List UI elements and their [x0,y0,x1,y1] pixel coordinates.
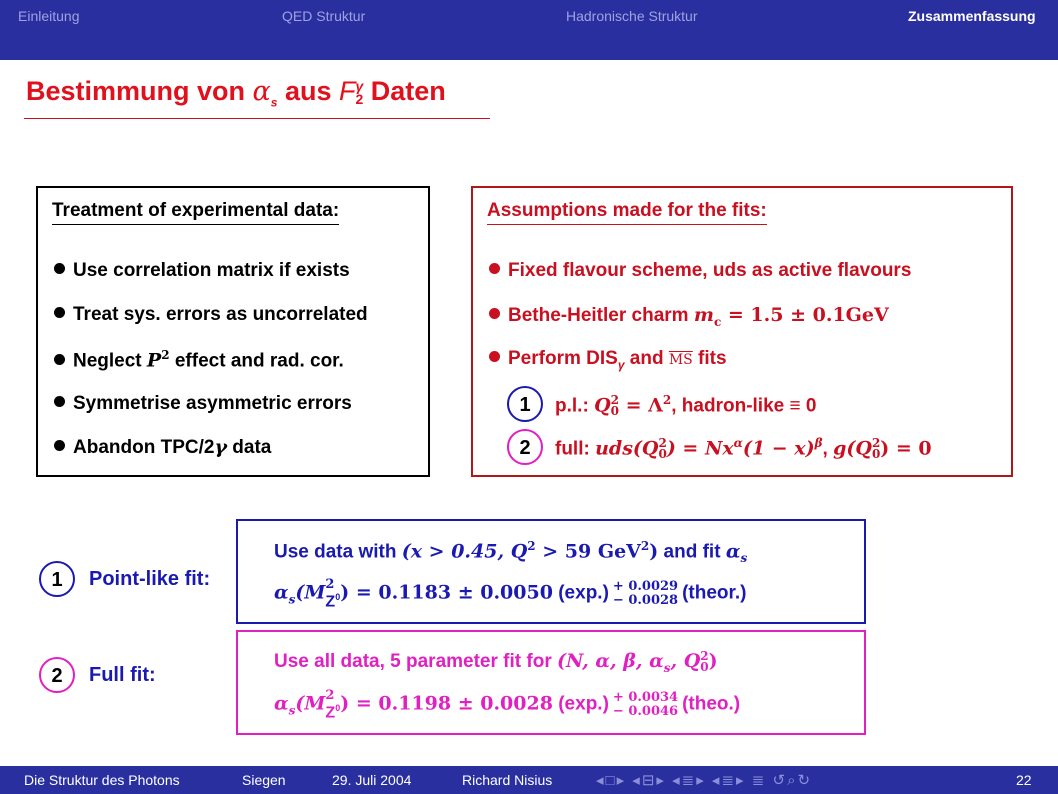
title-underline [24,118,490,119]
point-like-alpha-s-result: $\alpha_s(M$ 2 $Z^0$ ) = 0.1183 ± 0.0050 (exp.) + 0.0029 − 0.0028 (theor.) [274,577,747,611]
point-like-fit-label: Point-like fit: [89,568,211,590]
full-fit-parameters: Use all data, 5 parameter fit for (N, α, β, $\alpha_s$, Q 2 0 ) [274,648,718,675]
list-item: Perform $DIS_\gamma$ and $\overline{MS}$ fits [489,348,727,372]
list-item: Treat sys. errors as uncorrelated [54,304,368,326]
footer-bar [0,766,1058,794]
assumptions-heading: Assumptions made for the fits: [487,200,767,225]
bullet-icon [489,351,500,362]
fit-number-1: 1 [39,561,75,597]
treatment-heading: Treatment of experimental data: [52,200,339,225]
bullet-icon [54,263,65,274]
assumptions-box [471,186,1013,477]
bullet-icon [54,440,65,451]
bullet-icon [489,263,500,274]
footer-place: Siegen [242,772,286,788]
point-like-data-selection: Use data with (x > 0.45, $Q^2 > 59$ GeV$^2$) and fit $\alpha_s$ [274,539,748,566]
list-item: Use correlation matrix if exists [54,260,350,282]
nav-hadronische-struktur[interactable]: Hadronische Struktur [566,8,698,24]
bullet-icon [54,354,65,365]
bullet-icon [489,308,500,319]
page-number: 22 [1016,772,1032,788]
nav-einleitung[interactable]: Einleitung [18,8,80,24]
nav-zusammenfassung[interactable]: Zusammenfassung [908,8,1036,24]
full-fit-label: Full fit: [89,664,156,686]
treatment-box [36,186,430,477]
full-fit-alpha-s-result: $\alpha_s(M$ 2 $Z^0$ ) = 0.1198 ± 0.0028 (exp.) + 0.0034 − 0.0046 (theo.) [274,688,741,722]
beamer-nav-icons[interactable] [596,771,812,789]
footer-date: 29. Juli 2004 [332,772,412,788]
list-item: Abandon TPC/2γ data [54,436,271,459]
full-assumption: full: uds(Q 2 0 ) = $Nx^\alpha(1 - x)^\beta$, g(Q 2 0 ) = 0 [555,436,932,462]
fit-number-2: 2 [39,657,75,693]
slide-title: Bestimmung von $\alpha_s$ aus F γ 2 Daten [26,76,446,110]
nav-toc-icon[interactable]: ≣ [751,772,767,789]
list-item: Fixed flavour scheme, uds as active flavours [489,260,911,282]
bullet-icon [54,307,65,318]
nav-redo-icon[interactable]: ↻ [797,772,813,789]
point-like-result-box [236,519,866,624]
nav-subsection-icons[interactable]: ◂⊟▸ [632,772,666,789]
list-item: Bethe-Heitler charm $m_c = 1.5 \pm 0.1GeV$ [489,304,889,329]
nav-qed-struktur[interactable]: QED Struktur [282,8,366,24]
top-nav-bar [0,0,1058,60]
list-item: Symmetrise asymmetric errors [54,393,352,415]
number-circle-2: 2 [507,429,543,465]
nav-frame-icons[interactable]: ◂□▸ [596,772,627,789]
footer-title: Die Struktur des Photons [24,772,180,788]
nav-undo-icon[interactable]: ↺ [772,772,788,789]
nav-search-icon[interactable]: ⌕ [787,772,798,789]
footer-author: Richard Nisius [462,772,553,788]
pl-assumption: p.l.: Q 2 0 = $\Lambda^2$, hadron-like ≡ 0 [555,393,817,419]
number-circle-1: 1 [507,386,543,422]
nav-section2-icons[interactable]: ◂≣▸ [711,772,746,789]
bullet-icon [54,396,65,407]
nav-section-icons[interactable]: ◂≣▸ [672,772,706,789]
full-fit-result-box [236,630,866,735]
list-item: Neglect $P^2$ effect and rad. cor. [54,348,344,372]
